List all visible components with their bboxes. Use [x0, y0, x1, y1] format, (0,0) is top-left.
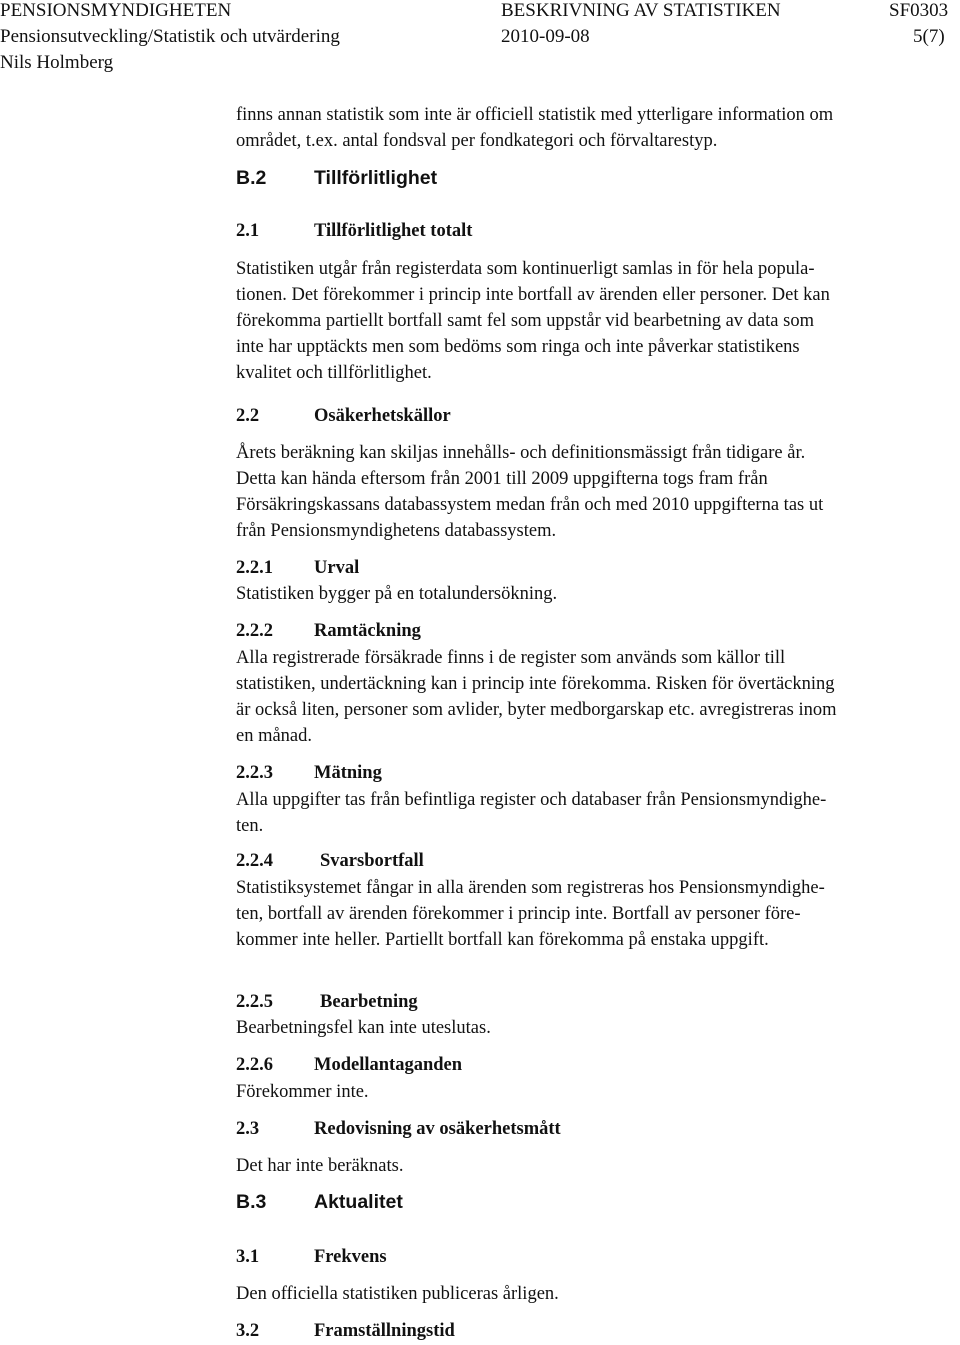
paragraph-line: Försäkringskassans databassystem medan från och med 2010 uppgifterna tas ut [236, 495, 824, 515]
paragraph-line: Alla uppgifter tas från befintliga register och databaser från Pensionsmyndighe- [236, 790, 827, 810]
paragraph-line: en månad. [236, 726, 313, 746]
heading-title: Ramtäckning [314, 621, 421, 641]
heading-title: Frekvens [314, 1247, 387, 1267]
heading-title: Bearbetning [320, 992, 418, 1012]
heading-title: Mätning [314, 763, 382, 783]
paragraph-line: kommer inte heller. Partiellt bortfall kan förekomma på enstaka uppgift. [236, 930, 769, 950]
header-page-number: 5(7) [913, 26, 945, 47]
paragraph-line: Det har inte beräknats. [236, 1156, 404, 1176]
paragraph-line: ten. [236, 816, 264, 836]
heading-number: 2.3 [236, 1119, 260, 1139]
paragraph-line: inte har upptäckts men som bedöms som ringa och inte påverkar statistikens [236, 337, 800, 357]
heading-number: 2.2.5 [236, 992, 273, 1012]
paragraph-line: Bearbetningsfel kan inte uteslutas. [236, 1018, 491, 1038]
heading-number: 2.2.6 [236, 1055, 273, 1075]
heading-number: 2.2.4 [236, 851, 273, 871]
section-number: B.2 [236, 167, 267, 189]
heading-title: Modellantaganden [314, 1055, 463, 1075]
heading-number: 2.2.2 [236, 621, 273, 641]
header-author: Nils Holmberg [0, 52, 114, 73]
heading-title: Tillförlitlighet totalt [314, 221, 473, 241]
paragraph-line: området, t.ex. antal fondsval per fondkategori och förvaltarestyp. [236, 131, 718, 151]
paragraph-line: Årets beräkning kan skiljas innehålls- och definitionsmässigt från tidigare år. [236, 443, 806, 463]
heading-number: 2.2.3 [236, 763, 273, 783]
heading-number: 3.2 [236, 1321, 260, 1341]
heading-number: 2.2.1 [236, 558, 273, 578]
heading-title: Framställningstid [314, 1321, 455, 1341]
paragraph-line: från Pensionsmyndighetens databassystem. [236, 521, 557, 541]
header-org: PENSIONSMYNDIGHETEN [0, 0, 232, 21]
header-doc-type: BESKRIVNING AV STATISTIKEN [501, 0, 781, 21]
paragraph-line: Statistiken bygger på en totalundersökning. [236, 584, 558, 604]
heading-title: Urval [314, 558, 360, 578]
heading-title: Redovisning av osäkerhetsmått [314, 1119, 561, 1139]
paragraph-line: ten, bortfall av ärenden förekommer i princip inte. Bortfall av personer före- [236, 904, 801, 924]
header-date: 2010-09-08 [501, 26, 590, 47]
section-number: B.3 [236, 1191, 267, 1213]
section-title: Aktualitet [314, 1191, 403, 1213]
paragraph-line: Detta kan hända eftersom från 2001 till 2009 uppgifterna togs fram från [236, 469, 768, 489]
header-doc-code: SF0303 [889, 0, 949, 21]
heading-number: 2.2 [236, 406, 260, 426]
heading-number: 2.1 [236, 221, 260, 241]
paragraph-line: kvalitet och tillförlitlighet. [236, 363, 432, 383]
paragraph-line: Statistiksystemet fångar in alla ärenden som registreras hos Pensionsmyndighe- [236, 878, 825, 898]
paragraph-line: förekomma partiellt bortfall samt fel som uppstår vid bearbetning av data som [236, 311, 814, 331]
paragraph-line: Den officiella statistiken publiceras årligen. [236, 1284, 559, 1304]
heading-title: Osäkerhetskällor [314, 406, 451, 426]
paragraph-line: Förekommer inte. [236, 1082, 369, 1102]
paragraph-line: Alla registrerade försäkrade finns i de register som används som källor till [236, 648, 786, 668]
header-dept: Pensionsutveckling/Statistik och utvärdering [0, 26, 340, 47]
paragraph-line: finns annan statistik som inte är officiell statistik med ytterligare information om [236, 105, 834, 125]
paragraph-line: statistiken, undertäckning kan i princip inte förekomma. Risken för övertäckning [236, 674, 835, 694]
heading-number: 3.1 [236, 1247, 260, 1267]
paragraph-line: tionen. Det förekommer i princip inte bortfall av ärenden eller personer. Det kan [236, 285, 830, 305]
paragraph-line: Statistiken utgår från registerdata som kontinuerligt samlas in för hela popula- [236, 259, 815, 279]
heading-title: Svarsbortfall [320, 851, 424, 871]
section-title: Tillförlitlighet [314, 167, 438, 189]
paragraph-line: är också liten, personer som avlider, byter medborgarskap etc. avregistreras inom [236, 700, 837, 720]
